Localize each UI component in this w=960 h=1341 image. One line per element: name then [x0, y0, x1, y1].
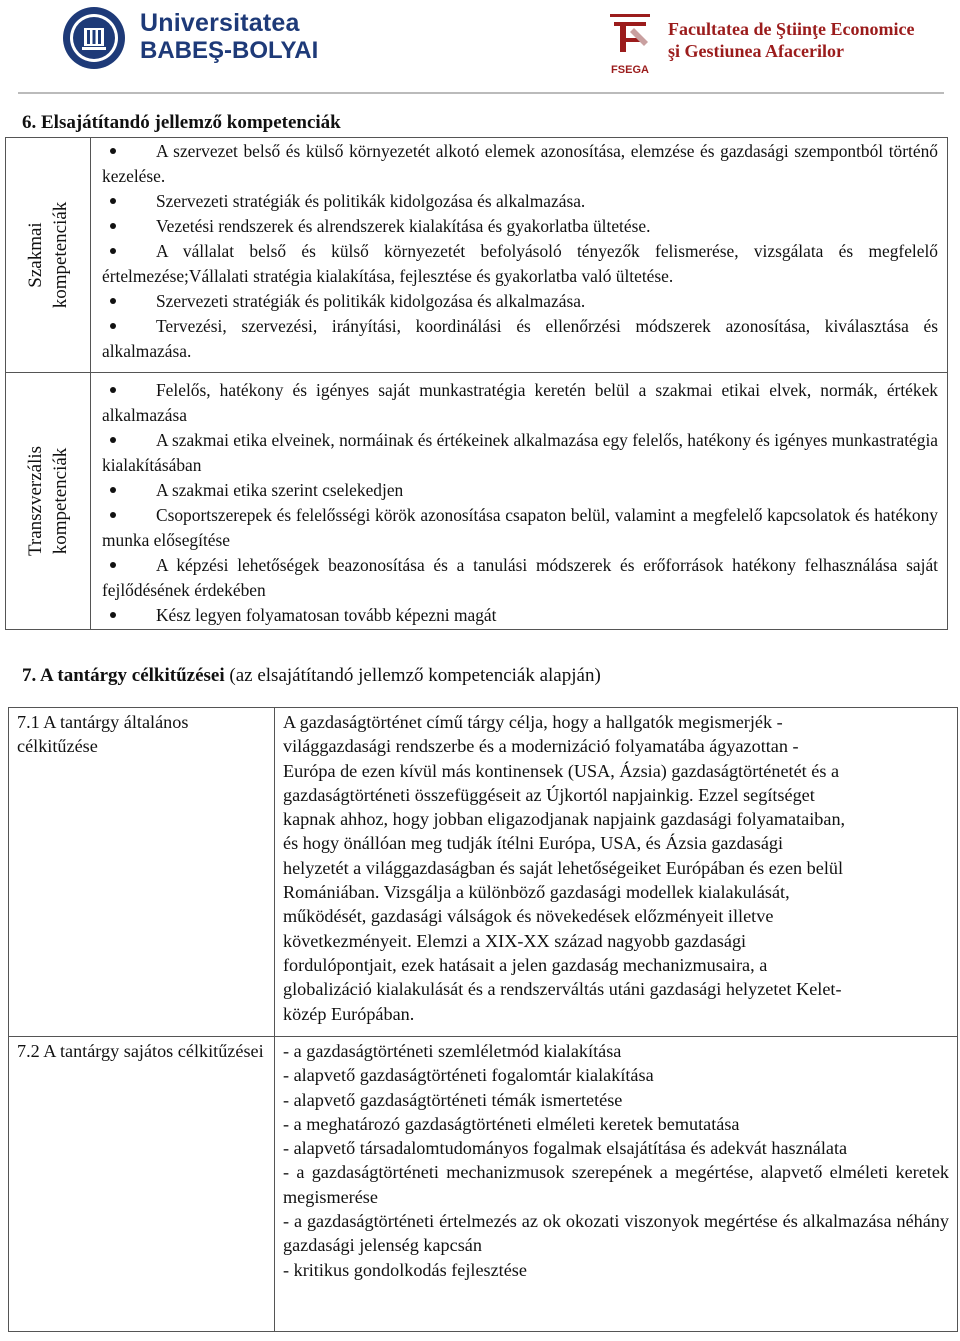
list-item	[102, 289, 938, 314]
general-objective-row	[9, 708, 958, 1037]
professional-competencies-row	[6, 138, 948, 373]
transversal-list	[92, 374, 946, 628]
transversal-label	[23, 446, 73, 556]
list-item-text: Kész legyen folyamatosan tovább képezni magát	[156, 605, 497, 625]
general-objective-label: 7.1 A tantárgy általános célkitűzése	[9, 708, 275, 1037]
section7-title-bold: 7. A tantárgy célkitűzései	[22, 665, 225, 686]
bullet-icon	[110, 148, 116, 154]
transversal-label-cell	[6, 373, 91, 630]
university-name-line1: Universitatea	[140, 9, 300, 37]
list-item-text: A vállalat belső és külső környezetét befolyásoló tényezők felismerése, vizsgálata és megfelelő értelmezése;Vállalati stratégia kialakítása, fejlesztése és gyakorlatba való ültetése.	[102, 241, 938, 286]
section7-title-rest: (az elsajátítandó jellemző kompetenciák alapján)	[224, 665, 601, 686]
text-line: helyzetét a világgazdaságban és saját lehetőségeiket Európában és ezen belül	[283, 857, 844, 878]
list-item: - a gazdaságtörténeti szemléletmód kialakítása	[283, 1041, 622, 1061]
text-line: és hogy önállóan meg tudják ítélni Európa, USA, és Ázsia gazdasági	[283, 833, 784, 854]
bullet-icon	[110, 437, 116, 443]
text-line: következményeit. Elemzi a XIX-XX század nagyobb gazdasági	[283, 930, 747, 951]
professional-label-line1: Szakmai	[25, 222, 46, 288]
section6-title: 6. Elsajátítandó jellemző kompetenciák	[22, 112, 341, 133]
list-item: - alapvető társadalomtudományos fogalmak elsajátítása és adekvát használata	[283, 1138, 848, 1159]
list-item	[102, 603, 938, 628]
list-item: - alapvető gazdaságtörténeti fogalomtár kialakítása	[283, 1065, 654, 1086]
professional-list	[92, 139, 946, 364]
text-line: Európa de ezen kívül más kontinensek (USA, Ázsia) gazdaságtörténetét és a	[283, 760, 840, 781]
list-item-text: Szervezeti stratégiák és politikák kidolgozása és alkalmazása.	[156, 291, 586, 311]
text-line: Romániában. Vizsgálja a különböző gazdasági modellek kialakulását,	[283, 882, 790, 903]
list-item	[102, 314, 938, 364]
text-line: gazdaságtörténeti összefüggéseit az Újkortól napjainkig. Ezzel segítséget	[283, 784, 815, 805]
list-item-text: Tervezési, szervezési, irányítási, koordinálási és ellenőrzési módszerek azonosítása, kiválasztása és alkalmazása.	[102, 316, 938, 361]
objectives-table	[8, 707, 958, 1332]
professional-label	[23, 202, 73, 309]
faculty-name-line1: Facultatea de Ştiinţe Economice	[668, 19, 915, 39]
header-divider	[18, 92, 944, 94]
professional-label-cell	[6, 138, 91, 373]
university-name-line2: BABEŞ-BOLYAI	[140, 37, 319, 64]
section7-title	[22, 665, 601, 687]
list-item	[102, 239, 938, 289]
list-item	[102, 378, 938, 428]
list-item: - kritikus gondolkodás fejlesztése	[283, 1259, 527, 1280]
list-item-text: Vezetési rendszerek és alrendszerek kialakítása és gyakorlatba ültetése.	[156, 216, 651, 236]
text-line: fordulópontjait, ezek hatásait a jelen gazdaság mechanizmusaira, a	[283, 954, 768, 975]
specific-objectives-text	[275, 1037, 958, 1332]
list-item-text: Csoportszerepek és felelősségi körök azonosítása csapaton belül, valamint a megfelelő kapcsolatok és hatékony munka elősegítése	[102, 505, 938, 550]
faculty-logo-text: FSEGA	[611, 64, 649, 76]
university-name	[140, 8, 318, 64]
list-item-text: A képzési lehetőségek beazonosítása és a tanulási módszerek és erőforrások hatékony felhasználása saját fejlődésének érdekében	[102, 555, 938, 600]
university-seal-logo	[62, 6, 126, 70]
bullet-icon	[110, 298, 116, 304]
bullet-icon	[110, 512, 116, 518]
bullet-icon	[110, 562, 116, 568]
bullet-icon	[110, 248, 116, 254]
transversal-items-cell	[91, 373, 948, 630]
list-item-text: A szervezet belső és külső környezetét alkotó elemek azonosítása, elemzése és gazdasági szempontból történő kezelése.	[102, 141, 938, 186]
list-item	[102, 139, 938, 189]
text-line: globalizáció kialakulását és a rendszerváltás utáni gazdasági helyzetet Kelet-	[283, 979, 842, 1000]
general-objective-text	[275, 708, 958, 1037]
page-header	[0, 0, 960, 90]
list-item: - alapvető gazdaságtörténeti témák ismertetése	[283, 1089, 623, 1110]
professional-label-line2: kompetenciák	[50, 201, 71, 309]
list-item: - a gazdaságtörténeti mechanizmusok szerepének a megértése, alapvető elméleti keretek megismerése	[283, 1162, 949, 1207]
text-line: közép Európában.	[283, 1003, 415, 1024]
text-line: világgazdasági rendszerbe és a modernizáció folyamatába ágyazottan -	[283, 736, 799, 757]
text-line: működését, gazdasági válságok és növekedések előzményeit illetve	[283, 906, 774, 927]
list-item	[102, 553, 938, 603]
specific-objectives-label: 7.2 A tantárgy sajátos célkitűzései	[9, 1037, 275, 1332]
list-item: - a meghatározó gazdaságtörténeti elméleti keretek bemutatása	[283, 1113, 740, 1134]
bullet-icon	[110, 223, 116, 229]
transversal-label-line2: kompetenciák	[50, 447, 71, 555]
bullet-icon	[110, 198, 116, 204]
bullet-icon	[110, 612, 116, 618]
specific-objectives-row	[9, 1037, 958, 1332]
list-item	[102, 503, 938, 553]
text-line: A gazdaságtörténet című tárgy célja, hogy a hallgatók megismerjék -	[283, 712, 783, 732]
bullet-icon	[110, 487, 116, 493]
faculty-name-line2: şi Gestiunea Afacerilor	[668, 41, 844, 61]
faculty-logo	[604, 12, 656, 66]
competencies-table	[5, 137, 948, 630]
list-item	[102, 189, 938, 214]
professional-items-cell	[91, 138, 948, 373]
list-item-text: Felelős, hatékony és igényes saját munkastratégia keretén belül a szakmai etikai elvek, normák, értékek alkalmazása	[102, 380, 938, 425]
faculty-name	[668, 18, 914, 62]
bullet-icon	[110, 323, 116, 329]
list-item	[102, 214, 938, 239]
list-item	[102, 478, 938, 503]
bullet-icon	[110, 387, 116, 393]
list-item-text: A szakmai etika elveinek, normáinak és értékeinek alkalmazása egy felelős, hatékony és igényes munkastratégia kialakításában	[102, 430, 938, 475]
list-item-text: A szakmai etika szerint cselekedjen	[156, 480, 404, 500]
transversal-competencies-row	[6, 373, 948, 630]
list-item-text: Szervezeti stratégiák és politikák kidolgozása és alkalmazása.	[156, 191, 586, 211]
transversal-label-line1: Transzverzális	[25, 445, 46, 557]
list-item: - a gazdaságtörténeti értelmezés az ok okozati viszonyok megértése és alkalmazása néhány gazdasági jelenség kapcsán	[283, 1211, 949, 1256]
list-item	[102, 428, 938, 478]
text-line: kapnak ahhoz, hogy jobban eligazodjanak napjaink gazdasági folyamataiban,	[283, 809, 846, 830]
